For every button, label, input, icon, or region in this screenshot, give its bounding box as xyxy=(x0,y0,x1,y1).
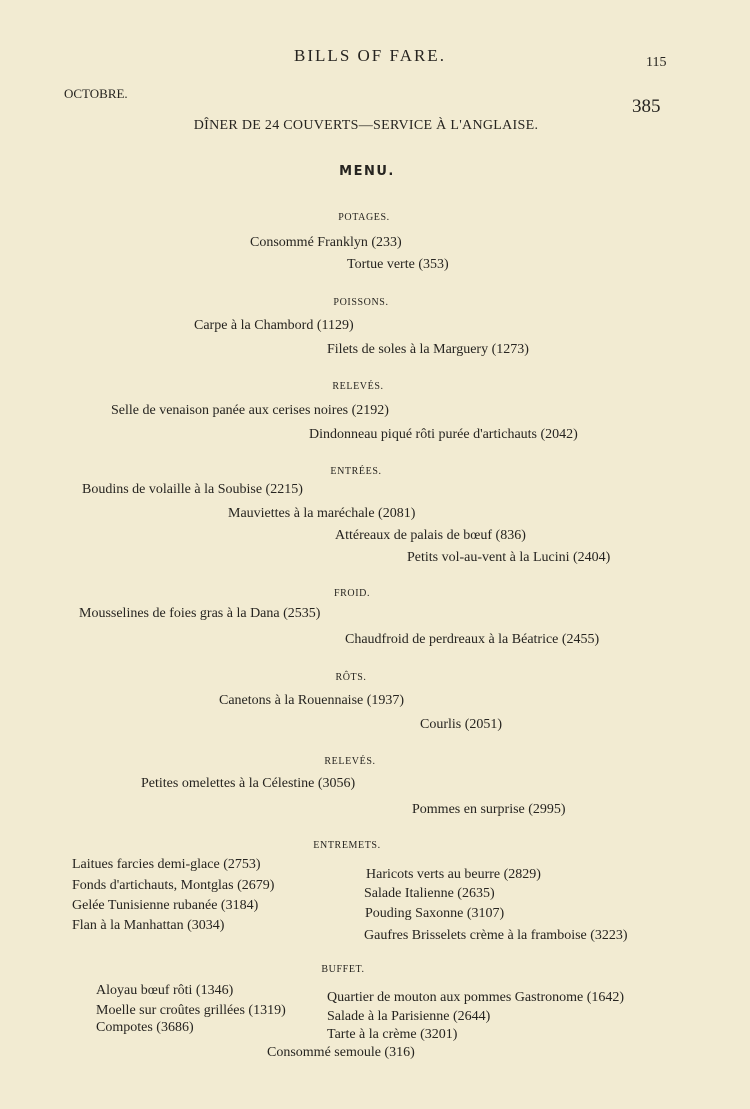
menu-item: Mousselines de foies gras à la Dana (2535) xyxy=(79,606,321,621)
running-head: BILLS OF FARE. xyxy=(294,46,446,65)
menu-item: Attéreaux de palais de bœuf (836) xyxy=(335,528,526,543)
menu-item: Chaudfroid de perdreaux à la Béatrice (2455) xyxy=(345,632,600,647)
menu-item: Mauviettes à la maréchale (2081) xyxy=(228,506,416,521)
section-heading-potages: POTAGES. xyxy=(338,212,390,223)
menu-item: Consommé semoule (316) xyxy=(267,1045,415,1060)
menu-item: Filets de soles à la Marguery (1273) xyxy=(327,342,529,357)
menu-item: Gaufres Brisselets crème à la framboise (3223) xyxy=(364,928,628,943)
menu-item: Salade à la Parisienne (2644) xyxy=(327,1009,491,1024)
menu-item: Tortue verte (353) xyxy=(347,257,449,272)
menu-item: Pouding Saxonne (3107) xyxy=(365,906,505,921)
menu-item: Laitues farcies demi-glace (2753) xyxy=(72,857,261,872)
menu-item: Carpe à la Chambord (1129) xyxy=(194,318,354,333)
section-heading-entrees: ENTRÉES. xyxy=(330,466,382,477)
menu-item: Pommes en surprise (2995) xyxy=(412,802,566,817)
menu-item: Petits vol-au-vent à la Lucini (2404) xyxy=(407,550,611,565)
menu-item: Gelée Tunisienne rubanée (3184) xyxy=(72,898,259,913)
menu-item: Moelle sur croûtes grillées (1319) xyxy=(96,1003,286,1018)
menu-item: Canetons à la Rouennaise (1937) xyxy=(219,693,405,708)
section-heading-froid: FROID. xyxy=(333,588,371,599)
menu-heading: MENU. xyxy=(339,164,395,179)
menu-item: Salade Italienne (2635) xyxy=(364,886,495,901)
section-heading-buffet: BUFFET. xyxy=(321,964,365,975)
menu-item: Aloyau bœuf rôti (1346) xyxy=(96,983,234,998)
menu-item: Quartier de mouton aux pommes Gastronome (1642) xyxy=(327,990,625,1005)
dinner-title: DÎNER DE 24 COUVERTS—SERVICE À L'ANGLAISE. xyxy=(193,118,539,133)
menu-item: Flan à la Manhattan (3034) xyxy=(72,918,225,933)
menu-item: Dindonneau piqué rôti purée d'artichauts (2042) xyxy=(309,427,578,442)
menu-item: Consommé Franklyn (233) xyxy=(250,235,402,250)
section-heading-poissons: POISSONS. xyxy=(333,297,389,308)
menu-number: 385 xyxy=(632,96,661,117)
month-label: OCTOBRE. xyxy=(64,86,128,101)
page-number: 115 xyxy=(646,55,667,70)
section-heading-rots: RÔTS. xyxy=(335,672,367,683)
menu-item: Petites omelettes à la Célestine (3056) xyxy=(141,776,356,791)
menu-item: Haricots verts au beurre (2829) xyxy=(366,867,541,882)
section-heading-releves-2: RELEVÉS. xyxy=(324,756,376,767)
menu-item: Fonds d'artichauts, Montglas (2679) xyxy=(72,878,275,893)
menu-item: Selle de venaison panée aux cerises noires (2192) xyxy=(111,403,389,418)
menu-item: Compotes (3686) xyxy=(96,1020,194,1035)
menu-item: Courlis (2051) xyxy=(420,717,503,732)
menu-item: Boudins de volaille à la Soubise (2215) xyxy=(82,482,303,497)
section-heading-releves: RELEVÉS. xyxy=(332,381,384,392)
section-heading-entremets: ENTREMETS. xyxy=(313,840,381,851)
menu-item: Tarte à la crème (3201) xyxy=(327,1027,458,1042)
